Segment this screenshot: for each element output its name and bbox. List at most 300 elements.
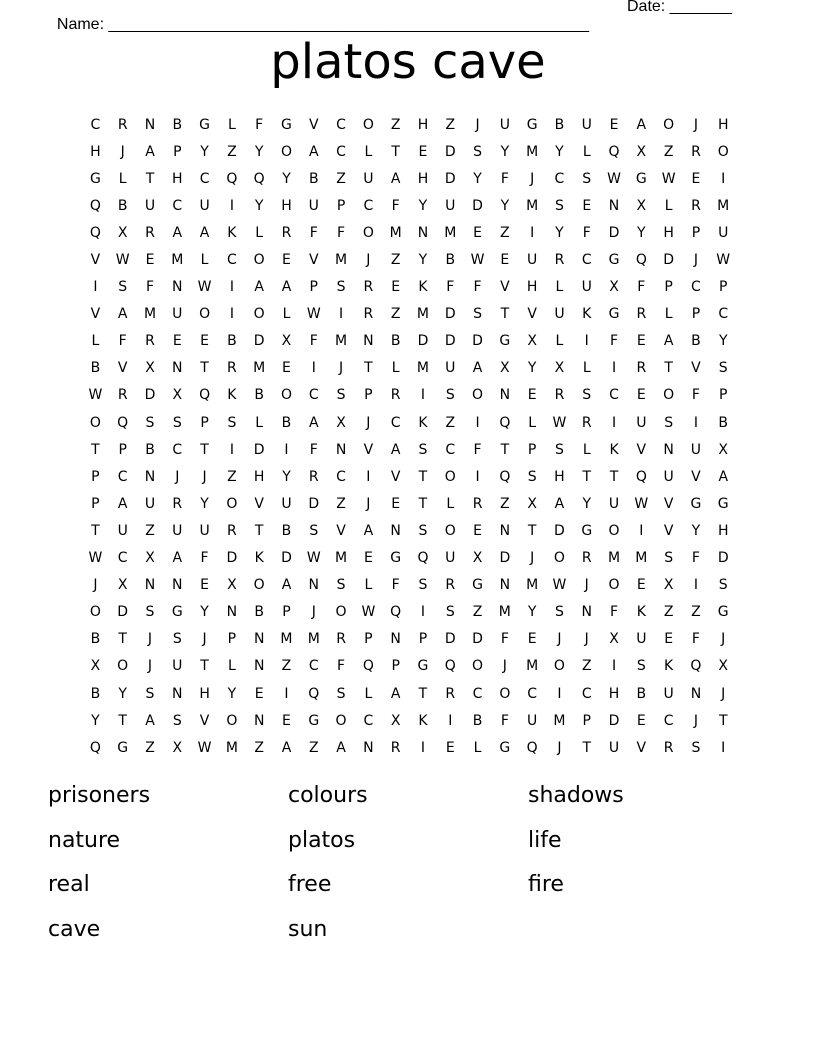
grid-letter[interactable]: D [308,495,320,512]
grid-letter[interactable]: U [445,197,456,214]
grid-letter[interactable]: Y [473,170,483,187]
grid-letter[interactable]: U [308,197,320,214]
grid-letter[interactable]: P [364,631,374,648]
grid-letter[interactable]: T [200,658,210,675]
grid-letter[interactable]: V [691,468,702,485]
grid-letter[interactable]: M [553,712,566,729]
grid-letter[interactable]: E [636,577,647,594]
grid-letter[interactable]: O [444,468,457,485]
grid-letter[interactable]: V [390,468,401,485]
grid-letter[interactable]: W [115,252,131,269]
grid-letter[interactable]: G [717,604,730,621]
grid-letter[interactable]: G [526,116,539,133]
grid-letter[interactable]: S [145,414,155,431]
grid-letter[interactable]: D [226,550,238,567]
grid-letter[interactable]: R [390,739,402,756]
grid-letter[interactable]: G [635,170,648,187]
grid-letter[interactable]: J [366,414,371,431]
grid-letter[interactable]: R [227,522,238,539]
grid-letter[interactable]: X [636,143,647,160]
grid-letter[interactable]: X [663,577,674,594]
grid-letter[interactable]: M [607,550,621,567]
grid-letter[interactable]: U [527,252,538,269]
grid-letter[interactable]: X [145,360,156,377]
grid-letter[interactable]: N [608,197,620,214]
grid-letter[interactable]: F [473,441,483,458]
grid-letter[interactable]: R [117,116,129,133]
grid-letter[interactable]: P [309,279,319,296]
grid-letter[interactable]: X [554,360,565,377]
grid-letter[interactable]: D [472,631,484,648]
grid-letter[interactable]: Q [117,414,129,431]
grid-letter[interactable]: H [199,685,211,702]
grid-letter[interactable]: M [335,550,348,567]
grid-letter[interactable]: H [172,170,184,187]
grid-letter[interactable]: U [608,495,620,512]
grid-letter[interactable]: G [608,306,620,323]
grid-letter[interactable]: U [117,522,129,539]
grid-letter[interactable]: I [611,658,617,675]
grid-letter[interactable]: H [717,116,729,133]
grid-letter[interactable]: G [390,550,402,567]
grid-letter[interactable]: N [172,360,184,377]
grid-letter[interactable]: Y [500,143,510,160]
grid-letter[interactable]: M [253,360,266,377]
grid-letter[interactable]: R [363,306,374,323]
grid-letter[interactable]: S [718,577,729,594]
grid-letter[interactable]: J [693,116,699,133]
grid-letter[interactable]: Y [200,143,210,160]
grid-letter[interactable]: R [663,739,674,756]
grid-letter[interactable]: N [581,604,593,621]
grid-letter[interactable]: O [199,306,211,323]
grid-letter[interactable]: V [254,495,265,512]
grid-letter[interactable]: S [418,441,428,458]
grid-letter[interactable]: B [227,333,238,350]
grid-letter[interactable]: F [337,658,346,675]
grid-letter[interactable]: E [636,333,647,350]
grid-letter[interactable]: Z [336,495,347,512]
grid-letter[interactable]: U [581,279,593,296]
grid-letter[interactable]: F [500,712,510,729]
grid-letter[interactable]: J [147,631,153,648]
grid-letter[interactable]: O [472,387,484,404]
grid-letter[interactable]: F [582,224,592,241]
grid-letter[interactable]: V [500,279,511,296]
grid-letter[interactable]: D [608,712,620,729]
grid-letter[interactable]: Z [581,658,593,675]
grid-letter[interactable]: J [557,739,563,756]
grid-letter[interactable]: T [364,360,374,377]
grid-letter[interactable]: E [391,495,401,512]
grid-letter[interactable]: Y [555,224,565,241]
grid-letter[interactable]: E [145,252,155,269]
grid-letter[interactable]: F [337,224,346,241]
grid-letter[interactable]: C [445,441,456,458]
grid-letter[interactable]: M [307,631,321,648]
grid-letter[interactable]: G [199,116,211,133]
grid-letter[interactable]: A [145,143,156,160]
grid-letter[interactable]: K [418,712,429,729]
grid-letter[interactable]: T [718,712,728,729]
grid-letter[interactable]: I [420,387,426,404]
grid-letter[interactable]: Z [390,116,401,133]
grid-letter[interactable]: I [229,279,235,296]
grid-letter[interactable]: T [500,306,510,323]
grid-letter[interactable]: O [362,116,375,133]
grid-letter[interactable]: M [335,333,348,350]
grid-letter[interactable]: X [472,550,483,567]
grid-letter[interactable]: D [444,306,457,323]
grid-letter[interactable]: E [500,252,510,269]
grid-letter[interactable]: I [530,224,535,241]
grid-letter[interactable]: U [636,414,647,431]
grid-letter[interactable]: N [417,224,429,241]
grid-letter[interactable]: X [390,712,401,729]
grid-letter[interactable]: S [582,387,592,404]
grid-letter[interactable]: O [280,143,293,160]
grid-letter[interactable]: I [284,685,290,702]
grid-letter[interactable]: M [526,143,539,160]
grid-letter[interactable]: P [582,712,592,729]
grid-letter[interactable]: T [418,495,428,512]
grid-letter[interactable]: J [693,252,699,269]
grid-letter[interactable]: U [663,468,675,485]
grid-letter[interactable]: Q [89,224,102,241]
grid-letter[interactable]: D [117,604,129,621]
grid-letter[interactable]: K [664,658,674,675]
grid-letter[interactable]: A [472,360,483,377]
grid-letter[interactable]: A [390,170,401,187]
grid-letter[interactable]: A [145,712,156,729]
grid-letter[interactable]: Z [281,658,292,675]
grid-letter[interactable]: V [527,306,538,323]
grid-letter[interactable]: F [691,631,701,648]
grid-letter[interactable]: J [202,468,208,485]
grid-letter[interactable]: S [172,414,183,431]
grid-letter[interactable]: E [691,170,701,187]
grid-letter[interactable]: U [172,306,183,323]
grid-letter[interactable]: T [118,712,128,729]
grid-letter[interactable]: J [584,631,590,648]
grid-letter[interactable]: R [445,685,456,702]
grid-letter[interactable]: L [282,306,291,323]
grid-letter[interactable]: I [611,414,617,431]
grid-letter[interactable]: D [253,441,266,458]
grid-letter[interactable]: D [608,224,620,241]
grid-letter[interactable]: X [718,441,729,458]
grid-letter[interactable]: J [175,468,180,485]
grid-letter[interactable]: O [253,306,266,323]
grid-letter[interactable]: S [555,441,565,458]
grid-letter[interactable]: P [691,306,701,323]
grid-letter[interactable]: T [418,468,428,485]
grid-letter[interactable]: J [202,631,208,648]
grid-letter[interactable]: Q [417,550,429,567]
grid-letter[interactable]: I [311,360,317,377]
grid-letter[interactable]: D [444,333,457,350]
grid-letter[interactable]: Z [445,414,456,431]
grid-letter[interactable]: H [417,170,429,187]
grid-letter[interactable]: R [308,468,320,485]
grid-letter[interactable]: X [609,279,620,296]
grid-letter[interactable]: B [90,360,101,377]
grid-letter[interactable]: R [117,387,129,404]
grid-letter[interactable]: R [445,577,456,594]
grid-letter[interactable]: P [173,143,183,160]
grid-letter[interactable]: Q [199,387,211,404]
grid-letter[interactable]: X [636,197,647,214]
grid-letter[interactable]: C [172,197,183,214]
grid-letter[interactable]: S [718,360,729,377]
grid-letter[interactable]: L [227,116,237,133]
grid-letter[interactable]: S [172,631,183,648]
grid-letter[interactable]: D [444,631,457,648]
grid-letter[interactable]: J [557,631,563,648]
grid-letter[interactable]: I [721,739,726,756]
grid-letter[interactable]: I [448,712,453,729]
grid-letter[interactable]: N [363,739,375,756]
grid-letter[interactable]: C [199,170,210,187]
grid-letter[interactable]: C [336,468,347,485]
grid-letter[interactable]: Z [500,495,511,512]
grid-letter[interactable]: U [445,360,456,377]
grid-letter[interactable]: T [582,739,592,756]
grid-letter[interactable]: X [117,577,128,594]
grid-letter[interactable]: Q [635,252,648,269]
grid-letter[interactable]: S [336,685,347,702]
grid-letter[interactable]: W [361,604,376,621]
grid-letter[interactable]: R [281,224,292,241]
grid-letter[interactable]: U [718,224,729,241]
grid-letter[interactable]: J [693,712,699,729]
grid-letter[interactable]: W [552,577,567,594]
grid-letter[interactable]: I [693,577,699,594]
grid-letter[interactable]: L [364,577,373,594]
grid-letter[interactable]: B [554,116,565,133]
grid-letter[interactable]: R [554,252,565,269]
grid-letter[interactable]: U [199,522,211,539]
grid-letter[interactable]: J [120,143,126,160]
grid-letter[interactable]: R [636,306,647,323]
grid-letter[interactable]: Y [91,712,101,729]
grid-letter[interactable]: E [527,387,538,404]
grid-letter[interactable]: F [255,116,264,133]
grid-letter[interactable]: S [555,197,565,214]
grid-letter[interactable]: L [555,333,564,350]
grid-letter[interactable]: M [335,252,348,269]
grid-letter[interactable]: Z [663,604,674,621]
grid-letter[interactable]: P [91,468,101,485]
grid-letter[interactable]: C [336,116,347,133]
grid-letter[interactable]: N [499,522,511,539]
grid-letter[interactable]: Y [254,143,264,160]
grid-letter[interactable]: W [197,739,212,756]
grid-letter[interactable]: N [144,116,156,133]
grid-letter[interactable]: K [418,414,429,431]
grid-letter[interactable]: Z [227,468,238,485]
grid-letter[interactable]: J [584,577,590,594]
grid-letter[interactable]: L [582,143,592,160]
grid-letter[interactable]: E [200,333,210,350]
grid-letter[interactable]: F [145,279,155,296]
grid-letter[interactable]: C [554,170,565,187]
grid-letter[interactable]: A [117,495,128,512]
grid-letter[interactable]: X [527,495,538,512]
grid-letter[interactable]: Q [226,170,238,187]
grid-letter[interactable]: P [719,387,728,404]
grid-letter[interactable]: I [93,279,98,296]
grid-letter[interactable]: I [721,170,726,187]
grid-letter[interactable]: O [89,414,102,431]
grid-letter[interactable]: P [118,441,128,458]
grid-letter[interactable]: J [339,360,344,377]
grid-letter[interactable]: O [663,116,675,133]
grid-letter[interactable]: R [145,333,156,350]
grid-letter[interactable]: G [281,116,293,133]
grid-letter[interactable]: F [610,604,619,621]
grid-letter[interactable]: T [582,468,592,485]
grid-letter[interactable]: H [608,685,620,702]
grid-letter[interactable]: W [306,306,322,323]
grid-letter[interactable]: G [608,252,620,269]
grid-letter[interactable]: L [364,685,373,702]
grid-letter[interactable]: Z [390,252,401,269]
grid-letter[interactable]: Z [445,116,456,133]
grid-letter[interactable]: A [172,224,183,241]
grid-letter[interactable]: H [281,197,293,214]
grid-letter[interactable]: A [281,739,292,756]
grid-letter[interactable]: Y [582,495,592,512]
grid-letter[interactable]: W [470,252,485,269]
grid-letter[interactable]: F [309,441,319,458]
grid-letter[interactable]: H [526,279,538,296]
grid-letter[interactable]: E [282,712,292,729]
grid-letter[interactable]: L [555,279,564,296]
grid-letter[interactable]: Q [690,658,702,675]
grid-letter[interactable]: J [530,170,535,187]
grid-letter[interactable]: W [88,550,103,567]
grid-letter[interactable]: T [500,441,510,458]
grid-letter[interactable]: C [308,387,320,404]
grid-letter[interactable]: I [420,739,426,756]
grid-letter[interactable]: K [227,387,237,404]
grid-letter[interactable]: F [691,387,701,404]
grid-letter[interactable]: B [254,387,265,404]
grid-letter[interactable]: Q [89,197,102,214]
grid-letter[interactable]: P [336,197,346,214]
grid-letter[interactable]: R [691,197,702,214]
grid-letter[interactable]: N [253,631,265,648]
grid-letter[interactable]: O [253,577,266,594]
grid-letter[interactable]: B [281,522,292,539]
grid-letter[interactable]: U [554,306,566,323]
grid-letter[interactable]: X [172,739,183,756]
grid-letter[interactable]: W [197,279,212,296]
grid-letter[interactable]: C [691,279,702,296]
grid-letter[interactable]: P [91,495,101,512]
grid-letter[interactable]: A [636,116,647,133]
grid-letter[interactable]: D [663,252,675,269]
grid-letter[interactable]: F [500,170,510,187]
grid-letter[interactable]: U [199,197,211,214]
grid-letter[interactable]: R [336,631,347,648]
grid-letter[interactable]: X [145,550,156,567]
grid-letter[interactable]: I [557,685,563,702]
grid-letter[interactable]: L [664,306,674,323]
grid-letter[interactable]: E [636,387,647,404]
grid-letter[interactable]: S [172,712,183,729]
grid-letter[interactable]: G [499,333,511,350]
grid-letter[interactable]: Q [608,143,621,160]
grid-letter[interactable]: O [253,252,266,269]
grid-letter[interactable]: W [661,170,677,187]
grid-letter[interactable]: H [417,116,429,133]
grid-letter[interactable]: M [526,197,539,214]
grid-letter[interactable]: H [253,468,265,485]
grid-letter[interactable]: D [499,550,511,567]
grid-letter[interactable]: C [226,252,238,269]
grid-letter[interactable]: Q [444,658,457,675]
grid-letter[interactable]: P [364,387,374,404]
grid-letter[interactable]: Q [499,468,511,485]
grid-letter[interactable]: F [446,279,455,296]
grid-letter[interactable]: E [254,685,265,702]
grid-letter[interactable]: L [91,333,100,350]
grid-letter[interactable]: S [664,550,674,567]
grid-letter[interactable]: T [254,522,264,539]
grid-letter[interactable]: Z [336,170,347,187]
grid-letter[interactable]: P [418,631,428,648]
grid-letter[interactable]: L [582,360,592,377]
grid-letter[interactable]: V [308,116,320,133]
grid-letter[interactable]: Y [418,197,428,214]
grid-letter[interactable]: D [717,550,730,567]
grid-letter[interactable]: P [200,414,210,431]
grid-letter[interactable]: X [718,658,729,675]
grid-letter[interactable]: A [363,522,374,539]
grid-letter[interactable]: E [418,143,428,160]
grid-letter[interactable]: P [527,441,537,458]
grid-letter[interactable]: Y [282,468,292,485]
grid-letter[interactable]: J [366,252,371,269]
grid-letter[interactable]: A [390,685,401,702]
grid-letter[interactable]: G [499,739,511,756]
grid-letter[interactable]: Y [718,333,728,350]
grid-letter[interactable]: A [390,441,401,458]
grid-letter[interactable]: I [284,441,290,458]
grid-letter[interactable]: V [90,306,101,323]
grid-letter[interactable]: H [90,143,102,160]
grid-letter[interactable]: D [444,170,457,187]
grid-letter[interactable]: Y [637,224,647,241]
grid-letter[interactable]: Y [555,143,565,160]
grid-letter[interactable]: S [473,306,483,323]
grid-letter[interactable]: C [363,712,374,729]
grid-letter[interactable]: Y [527,360,537,377]
grid-letter[interactable]: I [229,441,235,458]
grid-letter[interactable]: N [690,685,702,702]
grid-letter[interactable]: S [555,604,565,621]
grid-letter[interactable]: Q [253,170,266,187]
grid-letter[interactable]: V [636,441,647,458]
grid-letter[interactable]: V [117,360,128,377]
grid-letter[interactable]: Q [499,414,511,431]
grid-letter[interactable]: W [716,252,731,269]
grid-letter[interactable]: N [253,712,265,729]
grid-letter[interactable]: F [200,550,210,567]
grid-letter[interactable]: U [172,658,183,675]
